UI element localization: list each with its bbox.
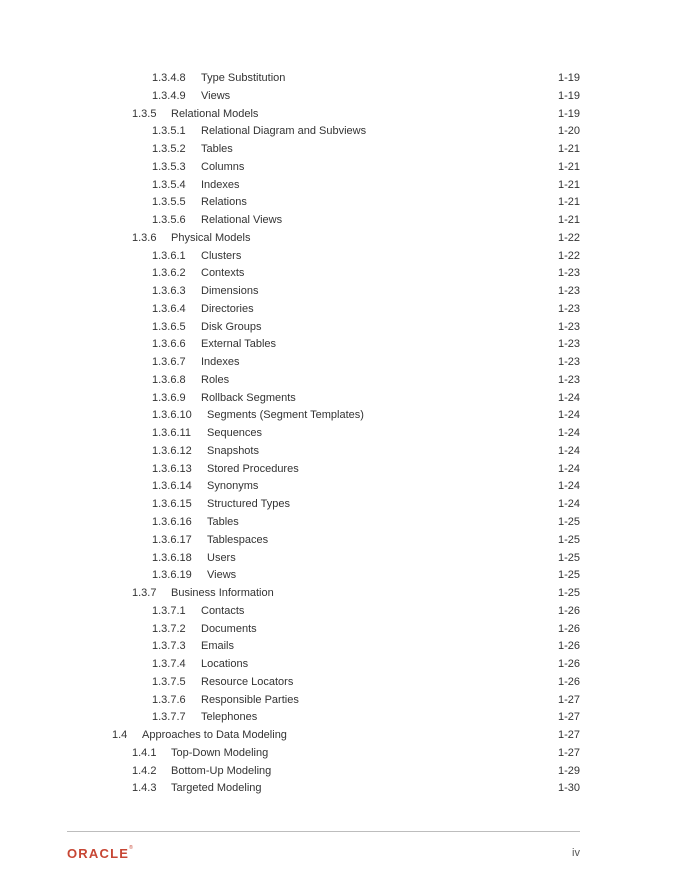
toc-entry-title[interactable]: Documents	[201, 622, 257, 635]
toc-entry[interactable]	[0, 692, 680, 708]
toc-entry-number: 1.3.6.3	[152, 285, 186, 298]
toc-entry[interactable]	[0, 478, 680, 494]
toc-entry-number: 1.3.4.8	[152, 72, 186, 84]
toc-entry-page: 1-23	[557, 373, 580, 386]
toc-entry-page: 1-21	[557, 214, 580, 227]
toc-entry[interactable]	[0, 461, 680, 477]
toc-entry-number: 1.3.7.1	[152, 604, 186, 617]
toc-entry-page: 1-23	[557, 338, 580, 351]
toc-entry-number: 1.3.5.3	[152, 160, 186, 173]
toc-entry[interactable]	[0, 141, 680, 157]
toc-entry-number: 1.3.6.10	[152, 409, 192, 422]
toc-entry-title[interactable]: Views	[201, 89, 231, 102]
toc-entry[interactable]	[0, 354, 680, 370]
toc-entry-title[interactable]: External Tables	[201, 338, 277, 351]
toc-entry-title[interactable]: Clusters	[201, 249, 242, 262]
toc-entry-page: 1-23	[557, 302, 580, 315]
toc-entry-title[interactable]: Targeted Modeling	[171, 782, 262, 795]
toc-entry-title[interactable]: Snapshots	[207, 444, 259, 457]
toc-entry-number: 1.3.7.6	[152, 693, 186, 706]
toc-entry[interactable]	[0, 212, 680, 228]
toc-entry-title[interactable]: Physical Models	[171, 231, 251, 244]
toc-entry-page: 1-26	[557, 640, 580, 653]
oracle-logo: ORACLE®	[67, 845, 133, 861]
toc-entry-number: 1.3.6.18	[152, 551, 192, 564]
toc-entry-page: 1-24	[557, 480, 580, 493]
toc-entry-page: 1-24	[557, 498, 580, 511]
toc-entry-title[interactable]: Locations	[201, 658, 249, 671]
toc-entry-page: 1-24	[557, 462, 580, 475]
toc-entry-number: 1.3.6.1	[152, 249, 186, 262]
toc-entry-number: 1.3.5	[132, 107, 157, 120]
toc-entry-number: 1.3.7.3	[152, 640, 186, 653]
toc-entry-title[interactable]: Rollback Segments	[201, 391, 296, 404]
toc-entry-title[interactable]: Views	[207, 569, 237, 582]
toc-entry[interactable]	[0, 159, 680, 175]
toc-entry-page: 1-27	[557, 746, 580, 759]
toc-entry-title[interactable]: Responsible Parties	[201, 693, 299, 706]
toc-entry-page: 1-19	[557, 72, 580, 84]
toc-entry-page: 1-23	[557, 285, 580, 298]
toc-entry[interactable]	[0, 780, 680, 796]
toc-entry[interactable]	[0, 230, 680, 246]
toc-entry[interactable]	[0, 70, 680, 86]
toc-entry-page: 1-24	[557, 391, 580, 404]
toc-entry-page: 1-21	[557, 196, 580, 209]
toc-entry-number: 1.3.6.15	[152, 498, 192, 511]
toc-entry-number: 1.3.7.4	[152, 658, 186, 671]
toc-entry-title[interactable]: Segments (Segment Templates)	[207, 409, 364, 422]
toc-entry[interactable]	[0, 514, 680, 530]
toc-entry[interactable]	[0, 532, 680, 548]
toc-entry[interactable]	[0, 177, 680, 193]
toc-entry-number: 1.3.7.7	[152, 711, 186, 724]
toc-entry-title[interactable]: Columns	[201, 160, 245, 173]
toc-entry-page: 1-27	[557, 711, 580, 724]
toc-entry[interactable]	[0, 567, 680, 583]
toc-entry-title[interactable]: Resource Locators	[201, 675, 294, 688]
toc-entry-number: 1.3.6.4	[152, 302, 186, 315]
toc-entry-page: 1-24	[557, 427, 580, 440]
toc-entry-number: 1.3.5.6	[152, 214, 186, 227]
toc-entry-number: 1.4.3	[132, 782, 157, 795]
toc-entry-page: 1-22	[557, 249, 580, 262]
toc-entry[interactable]	[0, 372, 680, 388]
toc-entry[interactable]	[0, 603, 680, 619]
toc-entry[interactable]	[0, 336, 680, 352]
toc-entry-number: 1.3.5.5	[152, 196, 186, 209]
toc-entry-title[interactable]: Indexes	[201, 178, 240, 191]
toc-entry-page: 1-20	[557, 125, 580, 138]
toc-entry[interactable]	[0, 763, 680, 779]
toc-entry-page: 1-23	[557, 356, 580, 369]
toc-entry-page: 1-24	[557, 409, 580, 422]
toc-entry-title[interactable]: Relational Models	[171, 107, 259, 120]
toc-entry-page: 1-21	[557, 160, 580, 173]
toc-entry-number: 1.3.6.7	[152, 356, 186, 369]
toc-entry-title[interactable]: Sequences	[207, 427, 263, 440]
toc-entry-title[interactable]: Relational Diagram and Subviews	[201, 125, 367, 138]
toc-entry-number: 1.3.6.17	[152, 533, 192, 546]
toc-entry[interactable]	[0, 283, 680, 299]
toc-entry-title[interactable]: Users	[207, 551, 236, 564]
toc-entry-title[interactable]: Emails	[201, 640, 235, 653]
toc-entry[interactable]	[0, 390, 680, 406]
toc-entry-number: 1.4.1	[132, 746, 157, 759]
toc-entry[interactable]	[0, 407, 680, 423]
toc-entry-title[interactable]: Top-Down Modeling	[171, 746, 269, 759]
toc-entry-title[interactable]: Approaches to Data Modeling	[142, 729, 287, 742]
toc-entry[interactable]	[0, 106, 680, 122]
toc-entry-number: 1.3.6.5	[152, 320, 186, 333]
toc-entry-number: 1.3.6.6	[152, 338, 186, 351]
toc-entry[interactable]	[0, 496, 680, 512]
toc-entry-number: 1.3.7	[132, 587, 157, 600]
toc-entry[interactable]	[0, 301, 680, 317]
toc-entry-number: 1.4	[112, 729, 128, 742]
toc-entry-number: 1.3.6	[132, 231, 157, 244]
toc-entry-page: 1-19	[557, 89, 580, 102]
toc-entry-page: 1-24	[557, 444, 580, 457]
toc-entry-number: 1.3.6.11	[152, 427, 191, 440]
toc-entry[interactable]	[0, 319, 680, 335]
toc-entry[interactable]	[0, 194, 680, 210]
toc-entry[interactable]	[0, 248, 680, 264]
toc-entry-number: 1.3.6.16	[152, 516, 192, 528]
toc-entry-number: 1.3.5.4	[152, 178, 186, 191]
toc-entry-title[interactable]: Structured Types	[207, 498, 290, 511]
toc-entry-number: 1.3.6.8	[152, 373, 186, 386]
toc-entry-title[interactable]: Tables	[201, 143, 233, 156]
toc-entry-page: 1-27	[557, 693, 580, 706]
toc-entry-title[interactable]: Tablespaces	[207, 533, 269, 546]
toc-entry-page: 1-25	[557, 516, 580, 528]
toc-entry-number: 1.3.6.19	[152, 569, 192, 582]
toc-entry-title[interactable]: Bottom-Up Modeling	[171, 764, 272, 777]
toc-entry-title[interactable]: Dimensions	[201, 285, 259, 298]
toc-entry-page: 1-25	[557, 533, 580, 546]
toc-entry-page: 1-26	[557, 658, 580, 671]
footer-divider	[67, 831, 580, 832]
toc-entry-title[interactable]: Directories	[201, 302, 254, 315]
toc-entry-page: 1-25	[557, 551, 580, 564]
toc-entry-page: 1-26	[557, 604, 580, 617]
toc-entry-number: 1.4.2	[132, 764, 157, 777]
toc-entry-page: 1-29	[557, 764, 580, 777]
toc-entry-page: 1-19	[557, 107, 580, 120]
toc-entry-page: 1-23	[557, 267, 580, 280]
toc-entry[interactable]	[0, 585, 680, 601]
toc-entry-page: 1-26	[557, 622, 580, 635]
toc-entry-page: 1-21	[557, 178, 580, 191]
toc-entry-title[interactable]: Contexts	[201, 267, 245, 280]
toc-entry-title[interactable]: Tables	[207, 516, 239, 528]
toc-entry[interactable]	[0, 550, 680, 566]
toc-entry[interactable]	[0, 425, 680, 441]
toc-entry-number: 1.3.6.13	[152, 462, 192, 475]
toc-entry-page: 1-25	[557, 587, 580, 600]
toc-entry-title[interactable]: Relations	[201, 196, 247, 209]
toc-entry-number: 1.3.6.9	[152, 391, 186, 404]
toc-entry-title[interactable]: Synonyms	[207, 480, 259, 493]
toc-entry[interactable]	[0, 638, 680, 654]
toc-entry-page: 1-27	[557, 729, 580, 742]
toc-entry-number: 1.3.7.5	[152, 675, 186, 688]
toc-entry[interactable]	[0, 443, 680, 459]
toc-entry-title[interactable]: Contacts	[201, 604, 245, 617]
toc-entry[interactable]	[0, 656, 680, 672]
toc-entry[interactable]	[0, 727, 680, 743]
toc-entry-page: 1-25	[557, 569, 580, 582]
toc-entry-page: 1-26	[557, 675, 580, 688]
toc-entry-number: 1.3.6.14	[152, 480, 192, 493]
toc-entry-title[interactable]: Disk Groups	[201, 320, 262, 333]
toc-entry-number: 1.3.5.2	[152, 143, 186, 156]
toc-entry-title[interactable]: Roles	[201, 373, 230, 386]
toc-entry[interactable]	[0, 674, 680, 690]
toc-entry[interactable]	[0, 709, 680, 725]
toc-entry-number: 1.3.6.2	[152, 267, 186, 280]
toc-entry-title[interactable]: Relational Views	[201, 214, 283, 227]
toc-entry[interactable]	[0, 123, 680, 139]
toc-entry-number: 1.3.5.1	[152, 125, 186, 138]
toc-entry-title[interactable]: Telephones	[201, 711, 258, 724]
toc-entry[interactable]	[0, 88, 680, 104]
page-number: iv	[572, 847, 580, 859]
toc-entry[interactable]	[0, 265, 680, 281]
toc-entry-title[interactable]: Stored Procedures	[207, 462, 299, 475]
toc-entry-number: 1.3.7.2	[152, 622, 186, 635]
toc-entry[interactable]	[0, 745, 680, 761]
toc-entry-title[interactable]: Business Information	[171, 587, 274, 600]
toc-entry[interactable]	[0, 621, 680, 637]
toc-entry-title[interactable]: Indexes	[201, 356, 240, 369]
toc-entry-page: 1-30	[557, 782, 580, 795]
toc-entry-page: 1-21	[557, 143, 580, 156]
toc-entry-number: 1.3.6.12	[152, 444, 192, 457]
toc-entry-page: 1-22	[557, 231, 580, 244]
toc-entry-page: 1-23	[557, 320, 580, 333]
toc-entry-title[interactable]: Type Substitution	[201, 72, 286, 84]
toc-entry-number: 1.3.4.9	[152, 89, 186, 102]
